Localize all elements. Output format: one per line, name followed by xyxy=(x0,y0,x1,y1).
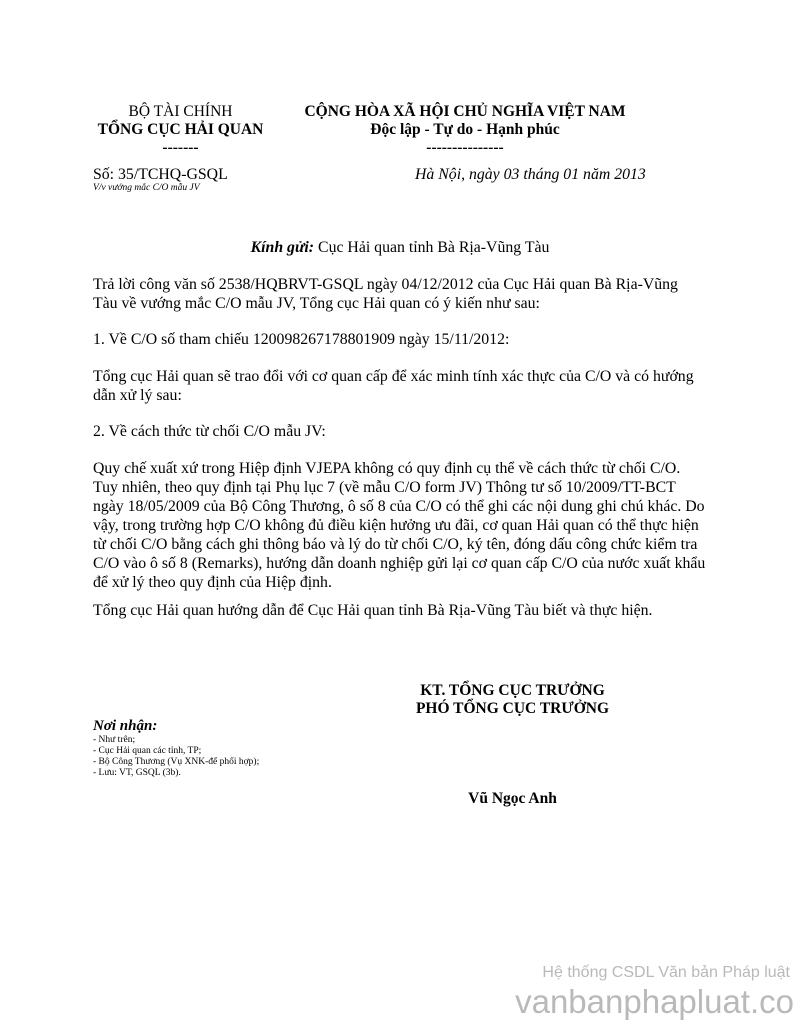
agency-name: TỔNG CỤC HẢI QUAN xyxy=(97,121,264,138)
recipients-list xyxy=(93,735,259,779)
watermark-caption: Hệ thống CSDL Văn bản Pháp luật xyxy=(542,964,790,981)
paragraph-item-1-body xyxy=(93,367,713,405)
text-line: Tổng cục Hải quan hướng dẫn để Cục Hải quan tỉnh Bà Rịa-Vũng Tàu biết và thực hiện. xyxy=(93,602,653,619)
text-line: 2. Về cách thức từ chối C/O mẫu JV: xyxy=(93,423,326,440)
place-and-date: Hà Nội, ngày 03 tháng 01 năm 2013 xyxy=(415,166,646,183)
list-item: - Lưu: VT, GSQL (3b). xyxy=(93,768,181,778)
country-name: CỘNG HÒA XÃ HỘI CHỦ NGHĨA VIỆT NAM xyxy=(304,103,626,120)
watermark-site: vanbanphapluat.co xyxy=(515,983,794,1020)
document-subject: V/v vướng mắc C/O mẫu JV xyxy=(93,183,200,193)
text-line: ngày 18/05/2009 của Bộ Công Thương, ô số 8 của C/O có thể ghi các nội dung ghi chú khác. Do xyxy=(93,498,705,515)
list-item: - Cục Hải quan các tỉnh, TP; xyxy=(93,746,202,756)
text-line: Quy chế xuất xứ trong Hiệp định VJEPA không có quy định cụ thể về cách thức từ chối C/O. xyxy=(93,460,681,477)
text-line: 1. Về C/O số tham chiếu 120098267178801909 ngày 15/11/2012: xyxy=(93,331,510,348)
text-line: Trả lời công văn số 2538/HQBRVT-GSQL ngày 04/12/2012 của Cục Hải quan Bà Rịa-Vũng xyxy=(93,276,678,293)
text-line: C/O vào ô số 8 (Remarks), hướng dẫn doanh nghiệp gửi lại cơ quan cấp C/O của nước xuất khẩu xyxy=(93,555,706,572)
text-line: dẫn xử lý sau: xyxy=(93,387,182,404)
signer-title-secondary: PHÓ TỔNG CỤC TRƯỞNG xyxy=(415,700,610,717)
addressee-line xyxy=(0,238,800,257)
header-right-divider: --------------- xyxy=(426,139,504,156)
document-number: Số: 35/TCHQ-GSQL xyxy=(93,166,228,183)
paragraph-item-2-body xyxy=(93,459,713,592)
signer-title-primary: KT. TỔNG CỤC TRƯỞNG xyxy=(420,682,605,699)
paragraph-closing xyxy=(93,601,713,620)
addressee-value: Cục Hải quan tỉnh Bà Rịa-Vũng Tàu xyxy=(314,239,550,256)
text-line: từ chối C/O bằng cách ghi thông báo và lý do từ chối C/O, ký tên, đóng dấu công chức kiểm tra xyxy=(93,536,698,553)
recipients-block xyxy=(93,717,259,779)
paragraph-item-1-heading xyxy=(93,330,713,349)
signer-name: Vũ Ngọc Anh xyxy=(468,790,557,807)
text-line: để xử lý theo quy định của Hiệp định. xyxy=(93,574,332,591)
recipients-heading: Nơi nhận: xyxy=(93,718,158,734)
national-motto: Độc lập - Tự do - Hạnh phúc xyxy=(370,121,560,138)
text-line: Tuy nhiên, theo quy định tại Phụ lục 7 (về mẫu C/O form JV) Thông tư số 10/2009/TT-BCT xyxy=(93,479,676,496)
list-item: - Như trên; xyxy=(93,735,136,745)
text-line: Tàu về vướng mắc C/O mẫu JV, Tổng cục Hải quan có ý kiến như sau: xyxy=(93,295,540,312)
paragraph-item-2-heading xyxy=(93,422,713,441)
list-item: - Bộ Công Thương (Vụ XNK-để phối hợp); xyxy=(93,757,260,767)
text-line: vậy, trong trường hợp C/O không đủ điều kiện hưởng ưu đãi, cơ quan Hải quan có thể thực hiện xyxy=(93,517,699,534)
text-line: Tổng cục Hải quan sẽ trao đổi với cơ quan cấp để xác minh tính xác thực của C/O và có hướng xyxy=(93,368,694,385)
paragraph-intro xyxy=(93,275,713,313)
ministry-name: BỘ TÀI CHÍNH xyxy=(128,103,233,120)
header-left-divider: ------- xyxy=(162,139,199,156)
addressee-label: Kính gửi: xyxy=(250,239,315,256)
